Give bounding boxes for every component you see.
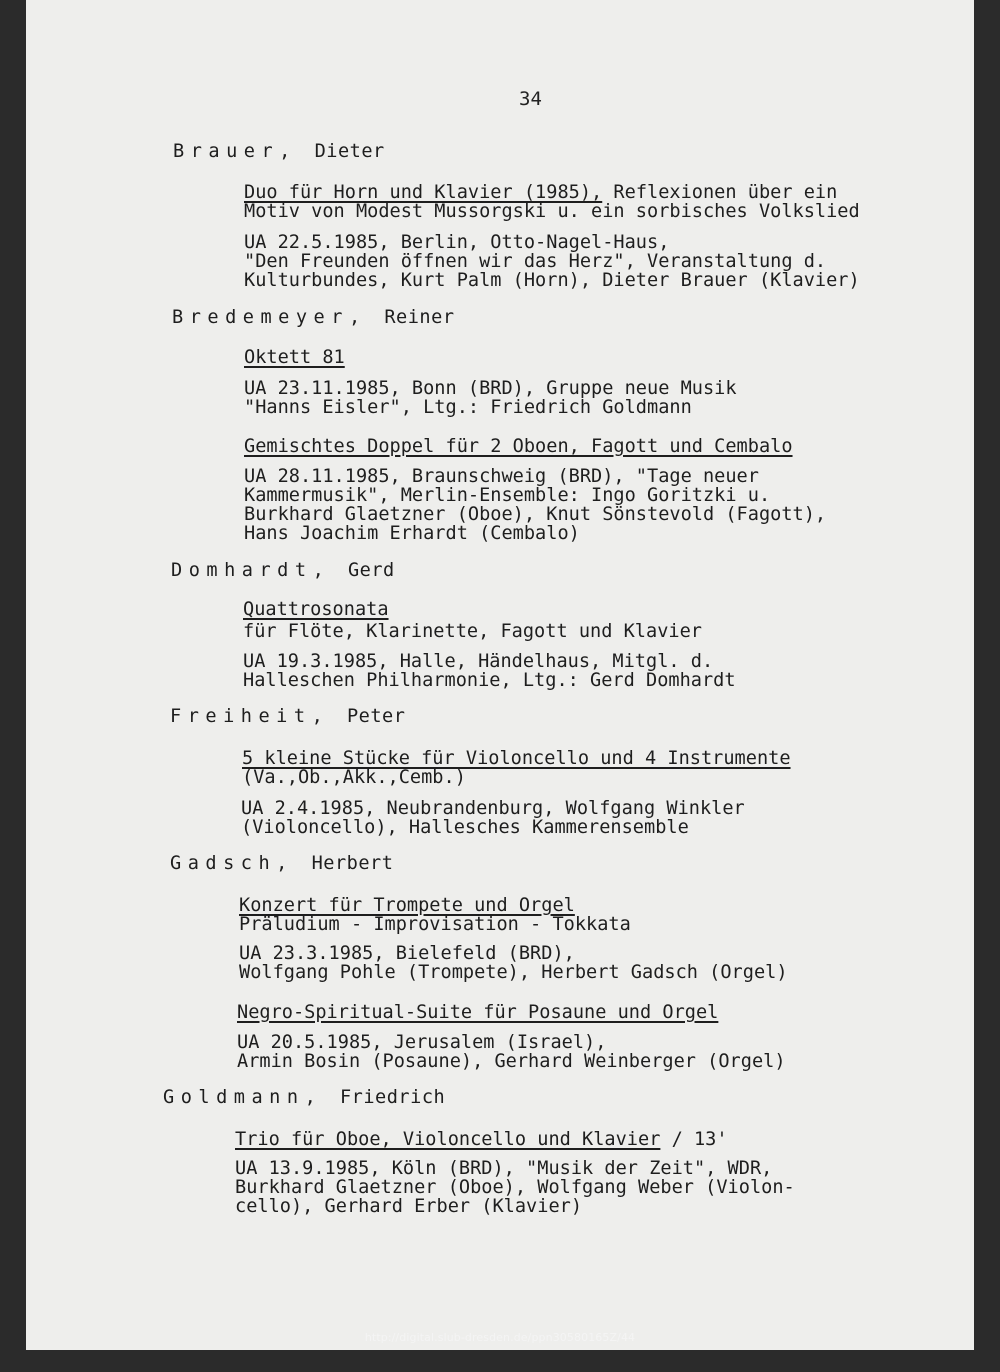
composer-separator: , (304, 1087, 340, 1108)
page-number: 34 (519, 88, 542, 110)
premiere-detail: Kulturbundes, Kurt Palm (Horn), Dieter Brauer (Klavier) (244, 270, 860, 291)
premiere-detail: cello), Gerhard Erber (Klavier) (235, 1196, 583, 1217)
premiere-detail: UA 28.11.1985, Braunschweig (BRD), "Tage neuer (244, 466, 759, 487)
work-title: Konzert für Trompete und Orgel (239, 895, 575, 916)
work-title-line (243, 600, 389, 619)
work-title: Quattrosonata (243, 599, 389, 620)
composer-heading (163, 1088, 445, 1107)
work-title-continuation: Motiv von Modest Mussorgski u. ein sorbisches Volkslied (244, 201, 860, 222)
premiere-detail: Halleschen Philharmonie, Ltg.: Gerd Domhardt (243, 670, 736, 691)
work-title-line (244, 348, 345, 367)
work-subtitle: für Flöte, Klarinette, Fagott und Klavier (243, 621, 702, 642)
work-title-line (244, 437, 793, 456)
premiere-detail: Burkhard Glaetzner (Oboe), Knut Sönstevold (Fagott), (244, 504, 827, 525)
work-title: Oktett 81 (244, 347, 345, 368)
composer-first-name: Herbert (311, 853, 394, 874)
premiere-detail: Hans Joachim Erhardt (Cembalo) (244, 523, 580, 544)
composer-first-name: Friedrich (339, 1087, 446, 1108)
premiere-detail: "Den Freunden öffnen wir das Herz", Veranstaltung d. (244, 251, 827, 272)
composer-last-name: Gadsch (170, 853, 277, 874)
composer-last-name: Goldmann (163, 1087, 305, 1108)
work-title-line (237, 1003, 718, 1022)
work-title: Trio für Oboe, Violoncello und Klavier (235, 1129, 661, 1150)
premiere-detail: Burkhard Glaetzner (Oboe), Wolfgang Weber (Violon- (235, 1177, 795, 1198)
composer-separator: , (311, 706, 347, 727)
work-title-rest: Reflexionen über ein (602, 182, 838, 203)
composer-heading (170, 707, 405, 726)
composer-separator: , (276, 853, 312, 874)
work-title: Gemischtes Doppel für 2 Oboen, Fagott und Cembalo (244, 436, 793, 457)
premiere-detail: UA 22.5.1985, Berlin, Otto-Nagel-Haus, (244, 232, 670, 253)
premiere-detail: Wolfgang Pohle (Trompete), Herbert Gadsch (Orgel) (239, 962, 788, 983)
premiere-detail: UA 13.9.1985, Köln (BRD), "Musik der Zeit", WDR, (235, 1158, 773, 1179)
composer-separator: , (279, 141, 315, 162)
premiere-detail: UA 19.3.1985, Halle, Händelhaus, Mitgl. d. (243, 651, 714, 672)
premiere-detail: (Violoncello), Hallesches Kammerensemble (241, 817, 689, 838)
composer-separator: , (312, 560, 348, 581)
premiere-detail: Armin Bosin (Posaune), Gerhard Weinberger (Orgel) (237, 1051, 786, 1072)
composer-first-name: Peter (346, 706, 406, 727)
work-title-line (244, 183, 837, 202)
composer-heading (172, 308, 455, 327)
composer-first-name: Dieter (314, 141, 385, 162)
work-title: Duo für Horn und Klavier (1985), (244, 182, 603, 203)
work-subtitle: Präludium - Improvisation - Tokkata (239, 914, 631, 935)
work-title: 5 kleine Stücke für Violoncello und 4 Instrumente (242, 748, 791, 769)
composer-first-name: Reiner (384, 307, 455, 328)
composer-last-name: Bredemeyer (172, 307, 349, 328)
composer-last-name: Freiheit (170, 706, 312, 727)
premiere-detail: UA 23.3.1985, Bielefeld (BRD), (239, 943, 575, 964)
work-title: Negro-Spiritual-Suite für Posaune und Orgel (237, 1002, 719, 1023)
work-title-line (239, 896, 575, 915)
composer-heading (171, 561, 395, 580)
scan-border-bottom (0, 1350, 1000, 1372)
premiere-detail: UA 20.5.1985, Jerusalem (Israel), (237, 1032, 607, 1053)
work-title-line (242, 749, 791, 768)
work-duration: / 13' (660, 1129, 728, 1150)
premiere-detail: UA 2.4.1985, Neubrandenburg, Wolfgang Winkler (241, 798, 745, 819)
footer-source-url: http://digital.slub-dresden.de/ppn30580165Z/44 (364, 1331, 636, 1344)
work-title-line (235, 1130, 728, 1149)
composer-first-name: Gerd (347, 560, 395, 581)
scan-border-left (0, 0, 26, 1372)
work-subtitle: (Va.,Ob.,Akk.,Cemb.) (242, 767, 466, 788)
composer-separator: , (348, 307, 385, 328)
composer-heading (170, 854, 393, 873)
premiere-detail: UA 23.11.1985, Bonn (BRD), Gruppe neue Musik (244, 378, 737, 399)
composer-last-name: Brauer (173, 141, 280, 162)
composer-heading (173, 142, 385, 161)
premiere-detail: "Hanns Eisler", Ltg.: Friedrich Goldmann (244, 397, 692, 418)
scan-border-right (974, 0, 1000, 1372)
premiere-detail: Kammermusik", Merlin-Ensemble: Ingo Goritzki u. (244, 485, 771, 506)
composer-last-name: Domhardt (171, 560, 313, 581)
